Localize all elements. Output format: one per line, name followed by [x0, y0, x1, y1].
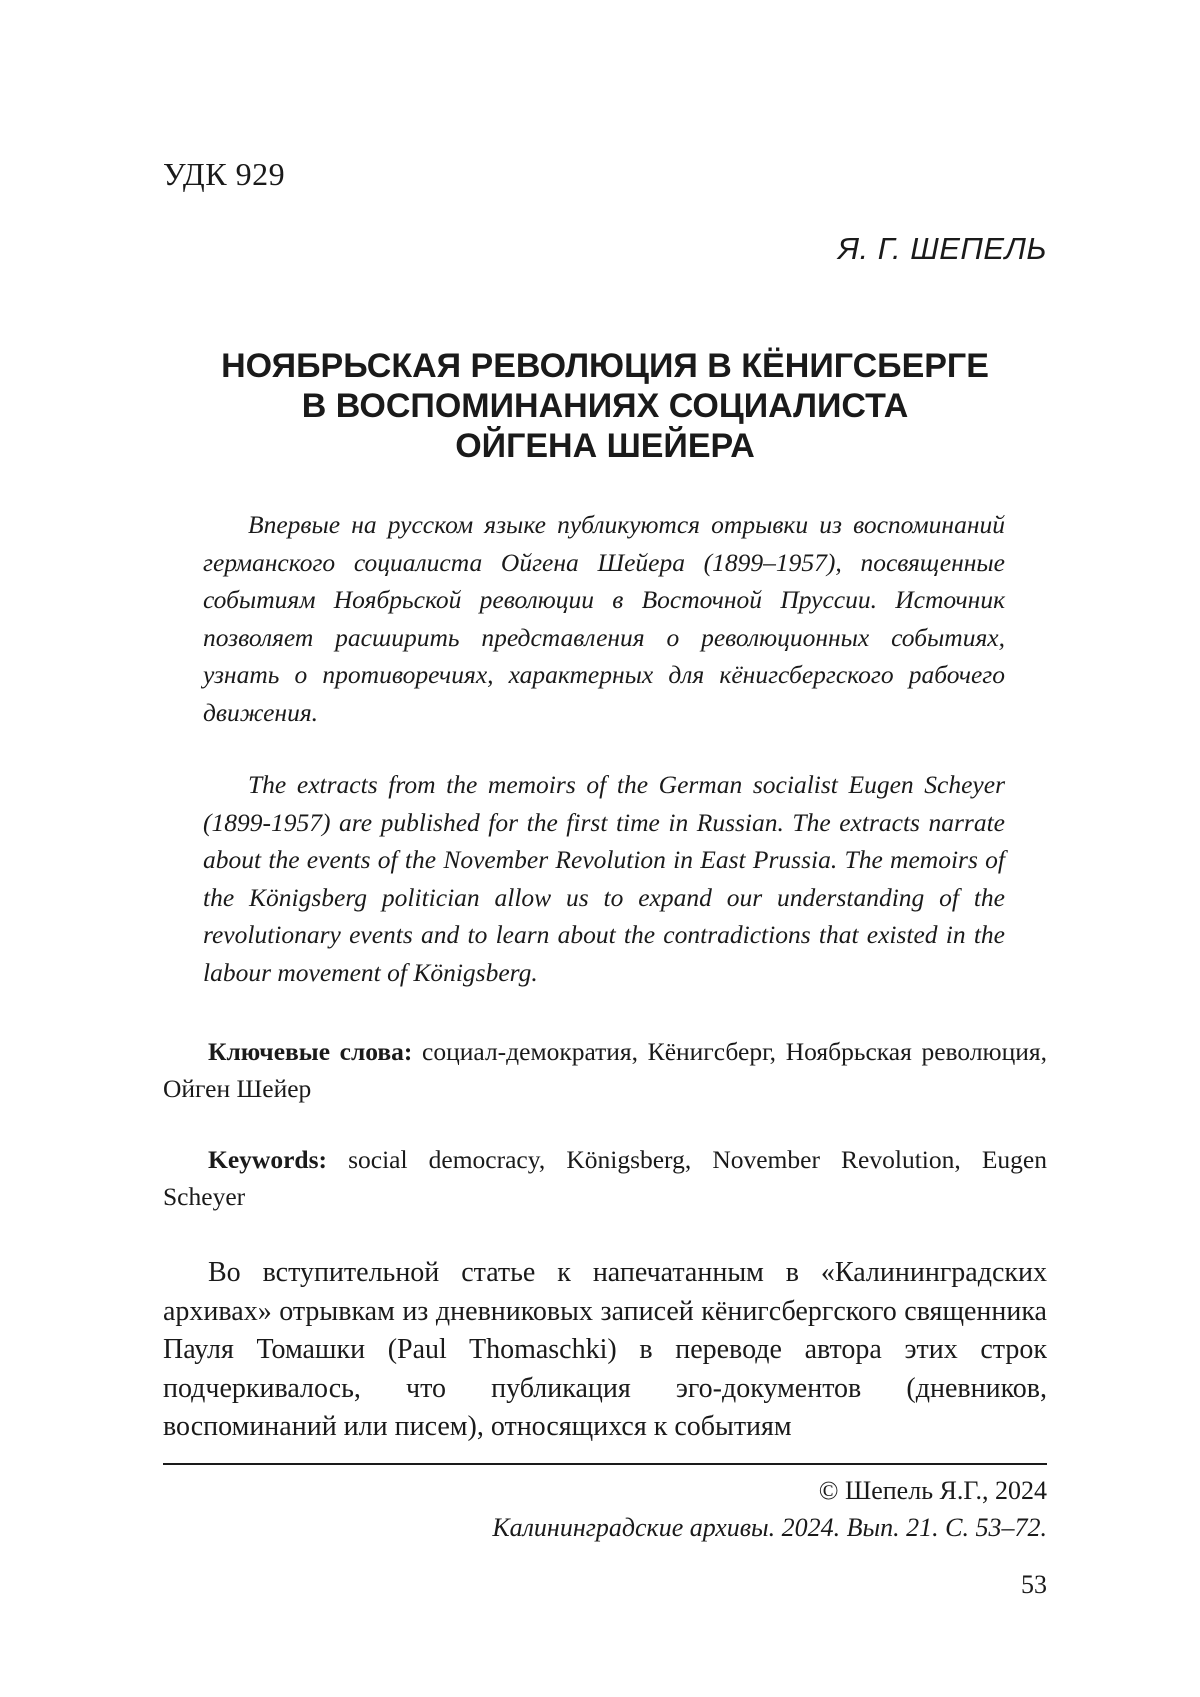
- keywords-english-label: Keywords:: [208, 1145, 327, 1174]
- keywords-russian: [163, 1033, 1047, 1107]
- keywords-russian-label: Ключевые слова:: [208, 1037, 413, 1066]
- keywords-russian-text: социал-демократия, Кёнигсберг, Ноябрьская революция, Ойген Шейер: [163, 1037, 1047, 1103]
- title-line: НОЯБРЬСКАЯ РЕВОЛЮЦИЯ В КЁНИГСБЕРГЕ: [221, 347, 989, 385]
- footnote-divider: [163, 1463, 1047, 1465]
- copyright-notice: © Шепель Я.Г., 2024: [818, 1476, 1047, 1505]
- journal-citation: Калининградские архивы. 2024. Вып. 21. С. 53–72.: [492, 1513, 1047, 1542]
- page-number: 53: [1021, 1570, 1047, 1599]
- abstract-english-text: The extracts from the memoirs of the German socialist Eugen Scheyer (1899-1957) are published for the first time in Russian. The extracts narrate about the events of the November Revolution in East Prussia. The memoirs of the Königsberg politician allow us to expand our understanding of the revolutionary events and to learn about the contradictions that existed in the labour movement of Königsberg.: [203, 770, 1005, 987]
- title-line: В ВОСПОМИНАНИЯХ СОЦИАЛИСТА: [301, 387, 909, 425]
- article-title: [163, 346, 1047, 466]
- abstract-english: [203, 766, 1005, 991]
- title-line: ОЙГЕНА ШЕЙЕРА: [455, 427, 755, 465]
- abstract-russian-text: Впервые на русском языке публикуются отрывки из воспоминаний германского социалиста Ойгена Шейера (1899–1957), посвященные событиям Ноябрьской революции в Восточной Пруссии. Источник позволяет расширить представления о революционных событиях, узнать о противоречиях, характерных для кёнигсбергского рабочего движения.: [203, 510, 1005, 727]
- author-name: Я. Г. ШЕПЕЛЬ: [837, 231, 1047, 266]
- udc-code: УДК 929: [163, 156, 286, 192]
- body-text: [163, 1254, 1047, 1447]
- abstract-russian: [203, 506, 1005, 731]
- keywords-english: [163, 1141, 1047, 1215]
- keywords-english-text: social democracy, Königsberg, November Revolution, Eugen Scheyer: [163, 1145, 1047, 1211]
- body-paragraph: Во вступительной статье к напечатанным в «Калининградских архивах» отрывкам из дневниковых записей кёнигсбергского священника Пауля Томашки (Paul Thomaschki) в переводе автора этих строк подчеркивалось, что публикация эго-документов (дневников, воспоминаний или писем), относящихся к событиям: [163, 1257, 1047, 1442]
